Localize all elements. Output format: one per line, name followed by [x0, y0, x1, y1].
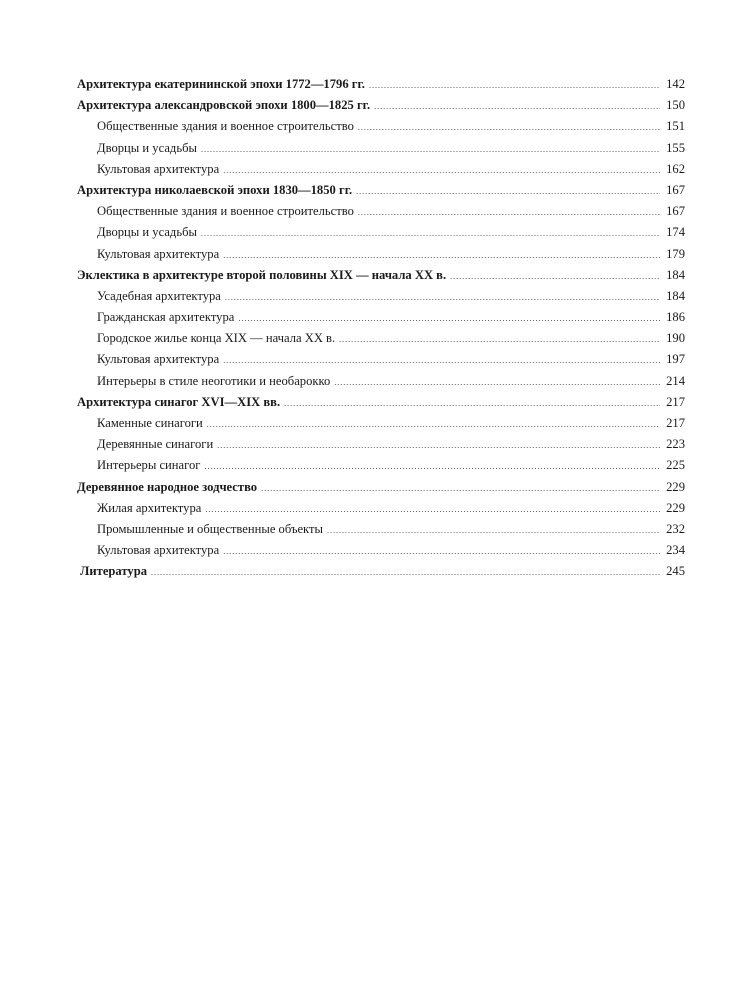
toc-page-number: 217 — [666, 394, 685, 409]
toc-leader-dots — [223, 350, 660, 371]
toc-subsection[interactable] — [77, 498, 685, 519]
toc-leader-dots — [223, 160, 660, 181]
toc-subsection[interactable] — [77, 540, 685, 561]
toc-title: Дворцы и усадьбы — [97, 225, 197, 240]
toc-title: Архитектура николаевской эпохи 1830—1850 гг. — [77, 182, 353, 197]
toc-page-number: 151 — [666, 119, 685, 134]
toc-leader-dots — [151, 562, 660, 583]
toc-subsection[interactable] — [77, 519, 685, 540]
toc-subsection[interactable] — [77, 328, 685, 349]
toc-page-number: 225 — [666, 458, 685, 473]
toc-title: Общественные здания и военное строительство — [97, 204, 354, 219]
toc-section[interactable] — [77, 477, 685, 498]
toc-title: Архитектура александровской эпохи 1800—1825 гг. — [77, 98, 371, 113]
toc-leader-dots — [204, 456, 660, 477]
toc-page-number: 217 — [666, 416, 685, 430]
toc-title: Каменные синагоги — [97, 416, 203, 430]
toc-subsection[interactable] — [77, 138, 685, 159]
toc-title: Культовая архитектура — [97, 161, 220, 176]
toc-leader-dots — [201, 223, 660, 244]
toc-title: Интерьеры в стиле неоготики и необарокко — [97, 373, 331, 388]
toc-leader-dots — [225, 287, 660, 308]
toc-page-number: 190 — [666, 331, 685, 346]
toc-page-number: 234 — [666, 543, 685, 558]
toc-leader-dots — [450, 266, 660, 287]
toc-leader-dots — [261, 478, 660, 499]
toc-subsection[interactable] — [77, 116, 685, 137]
toc-title: Общественные здания и военное строительство — [97, 119, 354, 134]
toc-section[interactable] — [77, 95, 685, 116]
toc-page-number: 245 — [666, 564, 685, 579]
toc-page-number: 174 — [666, 225, 685, 240]
toc-leader-dots — [207, 414, 660, 435]
toc-leader-dots — [356, 181, 660, 202]
toc-subsection[interactable] — [77, 371, 685, 392]
toc-page-number: 197 — [666, 352, 685, 367]
toc-title: Жилая архитектура — [97, 500, 202, 515]
toc-leader-dots — [238, 308, 660, 329]
toc-section[interactable] — [77, 561, 685, 582]
toc-leader-dots — [339, 329, 660, 350]
toc-leader-dots — [327, 520, 660, 541]
toc-leader-dots — [217, 435, 660, 456]
toc-section[interactable] — [77, 392, 685, 413]
toc-page-number: 167 — [666, 204, 685, 219]
toc-page-number: 186 — [666, 310, 685, 325]
toc-leader-dots — [223, 541, 660, 562]
toc-subsection[interactable] — [77, 286, 685, 307]
toc-leader-dots — [201, 139, 660, 160]
toc-section[interactable] — [77, 265, 685, 286]
toc-title: Культовая архитектура — [97, 352, 220, 367]
toc-leader-dots — [369, 75, 660, 96]
toc-page-number: 214 — [666, 373, 685, 388]
toc-title: Деревянное народное зодчество — [77, 479, 258, 494]
toc-subsection[interactable] — [77, 201, 685, 222]
toc-page-number: 223 — [666, 437, 685, 452]
toc-leader-dots — [358, 202, 660, 223]
toc-page-number: 142 — [666, 77, 685, 91]
toc-leader-dots — [205, 499, 660, 520]
toc-page-number: 162 — [666, 161, 685, 176]
toc-page-number: 179 — [666, 246, 685, 261]
toc-subsection[interactable] — [77, 349, 685, 370]
toc-title: Городское жилье конца XIX — начала XX в. — [97, 331, 336, 346]
toc-title: Дворцы и усадьбы — [97, 140, 197, 155]
toc-leader-dots — [223, 245, 660, 266]
toc-leader-dots — [334, 372, 660, 393]
toc-title: Интерьеры синагог — [97, 458, 201, 473]
toc-leader-dots — [374, 96, 660, 117]
toc-subsection[interactable] — [77, 159, 685, 180]
toc-title: Усадебная архитектура — [97, 288, 221, 303]
toc-title: Эклектика в архитектуре второй половины XIX — начала XX в. — [77, 267, 447, 282]
toc-subsection[interactable] — [77, 434, 685, 455]
toc-page-number: 150 — [666, 98, 685, 113]
table-of-contents — [77, 74, 685, 583]
toc-page-number: 229 — [666, 500, 685, 515]
toc-subsection[interactable] — [77, 455, 685, 476]
toc-page-number: 184 — [666, 267, 685, 282]
toc-leader-dots — [284, 393, 660, 414]
toc-title: Культовая архитектура — [97, 543, 220, 558]
toc-page-number: 167 — [666, 182, 685, 197]
toc-title: Литература — [80, 564, 148, 579]
toc-title: Деревянные синагоги — [97, 437, 214, 452]
toc-section[interactable] — [77, 74, 685, 95]
toc-title: Промышленные и общественные объекты — [97, 521, 323, 536]
toc-subsection[interactable] — [77, 244, 685, 265]
toc-page-number: 184 — [666, 288, 685, 303]
toc-page-number: 229 — [666, 479, 685, 494]
toc-subsection[interactable] — [77, 307, 685, 328]
toc-section[interactable] — [77, 180, 685, 201]
toc-subsection[interactable] — [77, 222, 685, 243]
toc-title: Культовая архитектура — [97, 246, 220, 261]
toc-leader-dots — [358, 117, 660, 138]
toc-title: Архитектура екатерининской эпохи 1772—1796 гг. — [77, 77, 365, 91]
toc-title: Гражданская архитектура — [97, 310, 235, 325]
toc-page-number: 232 — [666, 521, 685, 536]
toc-title: Архитектура синагог XVI—XIX вв. — [77, 394, 281, 409]
toc-page-number: 155 — [666, 140, 685, 155]
toc-subsection[interactable] — [77, 413, 685, 434]
